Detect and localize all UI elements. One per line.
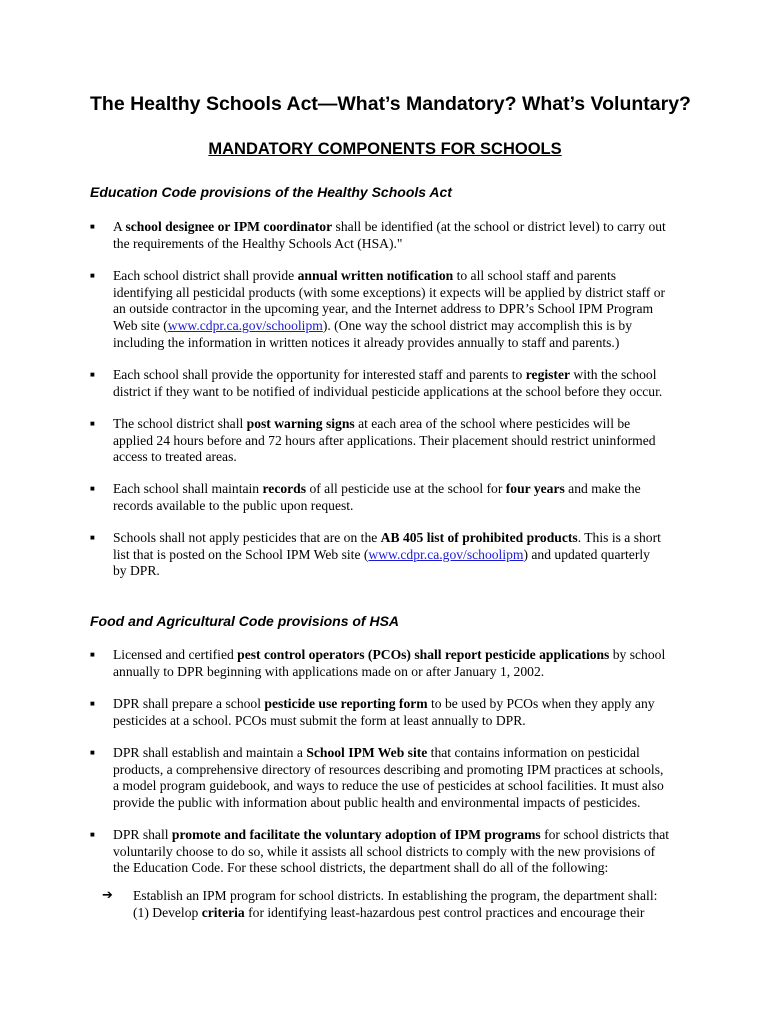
bullet: ■ bbox=[90, 830, 95, 839]
bullet: ■ bbox=[90, 533, 95, 542]
document-title: The Healthy Schools Act—What’s Mandatory? What’s Voluntary? bbox=[90, 93, 691, 115]
arrow-icon: ➔ bbox=[102, 888, 113, 903]
section-heading: MANDATORY COMPONENTS FOR SCHOOLS bbox=[208, 140, 562, 158]
document-page: The Healthy Schools Act—What’s Mandatory? What’s Voluntary? MANDATORY COMPONENTS FOR SCHOOLS Education Code provisions of the Healthy Schools Act ■ A school designee or IPM coordinator shall be identified (at the school or district level) to carry out the requirements of the Healthy Schools Act (HSA)." ■ Each school district shall provide annual written notification to all school staff and parents identifying all pesticidal products (with some exceptions) it expects will be applied by district staff or an outside contractor in the upcoming year, and the Internet address to DPR’s School IPM Program Web site (www.cdpr.ca.gov/schoolipm). (One way the school district may accomplish this is by including the information in written notices it already provides annually to staff and parents.) ■ Each school shall provide the opportunity for interested staff and parents to register with the school district if they want to be notified of individual pesticide applications at the school before they occur. ■ The school district shall post warning signs at each area of the school where pesticides will be applied 24 hours before and 72 hours after applications. Their placement should restrict uninformed access to treated areas. ■ Each school shall maintain records of all pesticide use at the school for four years and make the records available to the public upon request. ■ Schools shall not apply pesticides that are on the AB 405 list of prohibited products. This is a short list that is posted on the School IPM Web site (www.cdpr.ca.gov/schoolipm) and updated quarterly by DPR. Food and Agricultural Code provisions of HSA ■ Licensed and certified pest control operators (PCOs) shall report pesticide applications by school annually to DPR beginning with applications made on or after January 1, 2002. ■ DPR shall prepare a school pesticide use reporting form to be used by PCOs when they apply any pesticides at a school. PCOs must submit the form at least annually to DPR. ■ DPR shall establish and maintain a School IPM Web site that contains information on pesticidal products, a comprehensive directory of resources describing and promoting IPM practices at schools, a model program guidebook, and ways to reduce the use of pesticides at school facilities. It must also provide the public with information about public health and environmental impacts of pesticides. ■ DPR shall promote and facilitate the voluntary adoption of IPM programs for school districts that voluntarily choose to do so, while it assists all school districts to comply with the new provisions of the Education Code. For these school districts, the department shall do all of the following: ➔ Establish an IPM program for school districts. In establishing the program, the department shall: (1) Develop criteria for identifying least-hazardous pest control practices and encourage their bbox=[0, 0, 770, 1024]
bullet: ■ bbox=[90, 484, 95, 493]
bullet: ■ bbox=[90, 271, 95, 280]
school-ipm-link[interactable]: www.cdpr.ca.gov/schoolipm bbox=[167, 318, 323, 334]
education-code-heading: Education Code provisions of the Healthy Schools Act bbox=[90, 184, 452, 200]
school-ipm-link[interactable]: www.cdpr.ca.gov/schoolipm bbox=[368, 546, 524, 562]
bullet: ■ bbox=[90, 222, 95, 231]
food-ag-code-heading: Food and Agricultural Code provisions of HSA bbox=[90, 613, 400, 629]
bullet: ■ bbox=[90, 748, 95, 757]
bullet: ■ bbox=[90, 650, 95, 659]
bullet: ■ bbox=[90, 419, 95, 428]
bullet: ■ bbox=[90, 699, 95, 708]
bullet: ■ bbox=[90, 370, 95, 379]
